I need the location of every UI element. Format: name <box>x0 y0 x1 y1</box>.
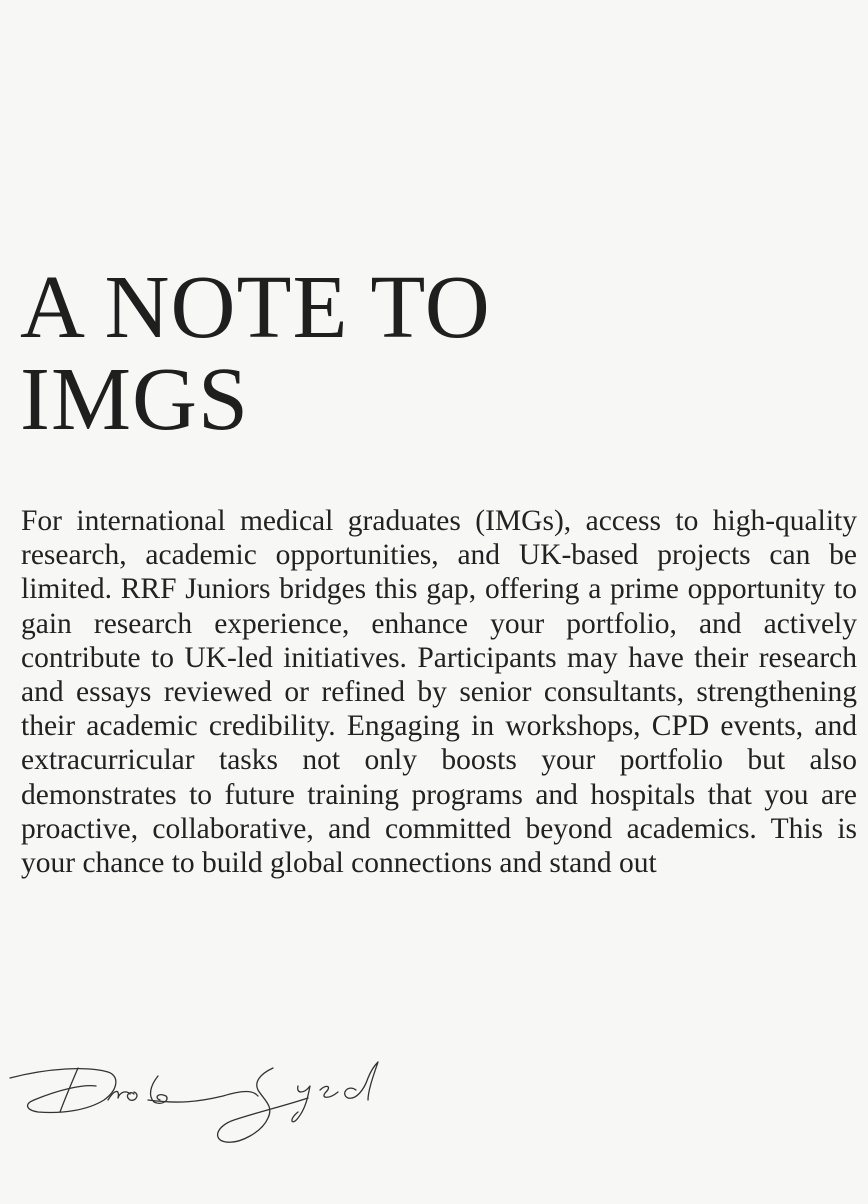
body-paragraph: For international medical graduates (IMGs), access to high-quality research, academic opportunities, and UK-based projects can be limited. RRF Juniors bridges this gap, offering a prime opportunity to gain research experience, enhance your portfolio, and actively contribute to UK-led initiatives. Participants may have their research and essays reviewed or refined by senior consultants, strengthening their academic credibility. Engaging in workshops, CPD events, and extracurricular tasks not only boosts your portfolio but also demonstrates to future training programs and hospitals that you are proactive, collaborative, and committed beyond academics. This is your chance to build global connections and stand out <box>21 505 857 880</box>
signature-icon <box>8 1060 398 1155</box>
title-line-2: IMGS <box>20 350 250 449</box>
title-line-1: A NOTE TO <box>20 258 491 357</box>
page-title <box>20 258 840 449</box>
handwritten-signature <box>8 1060 398 1155</box>
